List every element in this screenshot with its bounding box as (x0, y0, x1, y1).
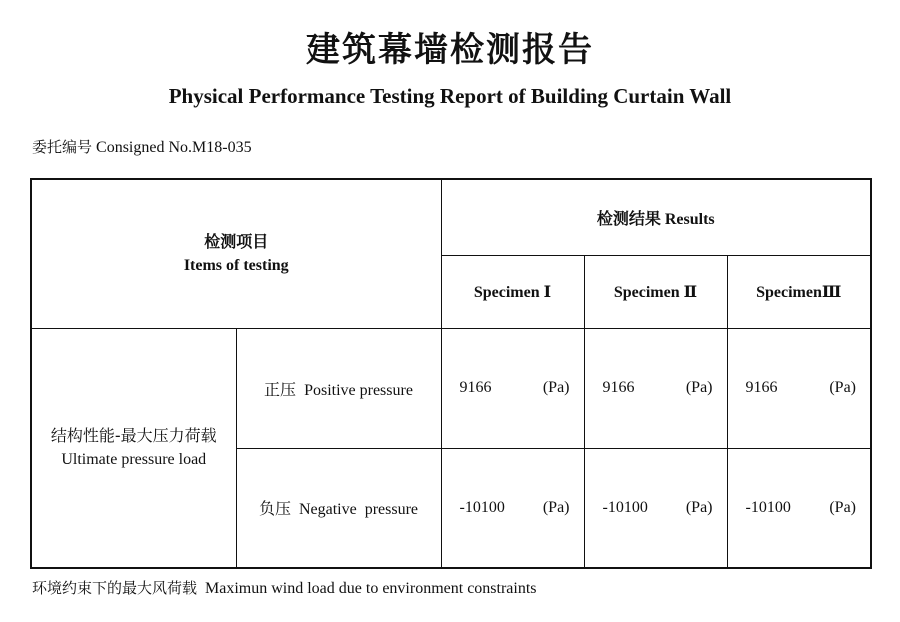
unit: (Pa) (829, 379, 856, 396)
footer-note-english: Maximun wind load due to environment constraints (205, 580, 537, 597)
report-title-english: Physical Performance Testing Report of Building Curtain Wall (168, 84, 732, 108)
consigned-number (32, 136, 252, 157)
results-header-cell (441, 179, 871, 255)
unit: (Pa) (542, 498, 570, 516)
negative-pressure-english: Negative pressure (298, 501, 419, 519)
positive-pressure-english: Positive pressure (304, 381, 413, 399)
negative-pressure-label (236, 448, 441, 568)
unit: (Pa) (685, 379, 713, 396)
positive-pressure-label (236, 328, 441, 448)
positive-pressure-chinese: 正压 (264, 379, 297, 399)
value: 9166 (745, 379, 778, 396)
specimen-1-header: Specimen Ⅰ (441, 255, 584, 328)
table-row (31, 328, 871, 448)
category-english: Ultimate pressure load (61, 450, 207, 468)
unit: (Pa) (829, 498, 856, 516)
negative-specimen-3-cell (727, 448, 871, 568)
category-chinese: 结构性能-最大压力荷载 (50, 425, 217, 445)
value: -10100 (745, 498, 791, 516)
value: 9166 (602, 379, 635, 396)
footer-note-chinese: 环境约束下的最大风荷载 (32, 579, 198, 597)
items-header-cell (31, 179, 441, 328)
consigned-label-chinese: 委托编号 (32, 138, 93, 156)
unit: (Pa) (542, 379, 570, 396)
positive-specimen-1-cell (441, 328, 584, 448)
consigned-label-english: Consigned No.M18-035 (96, 139, 252, 156)
specimen-2-header: Specimen Ⅱ (584, 255, 727, 328)
negative-pressure-chinese: 负压 (258, 499, 291, 519)
items-header-english: Items of testing (183, 256, 289, 274)
value: -10100 (459, 498, 505, 516)
negative-specimen-1-cell (441, 448, 584, 568)
specimen-3-header: SpecimenⅢ (727, 255, 871, 328)
results-header-chinese: 检测结果 (596, 208, 661, 228)
positive-specimen-3-cell (727, 328, 871, 448)
value: 9166 (459, 379, 492, 396)
footer-note (32, 577, 537, 598)
results-header-english: Results (664, 210, 715, 228)
report-title-chinese: 建筑幕墙检测报告 (306, 30, 594, 70)
unit: (Pa) (685, 498, 713, 516)
negative-specimen-2-cell (584, 448, 727, 568)
results-table (30, 178, 872, 569)
category-cell (31, 328, 236, 568)
items-header-chinese: 检测项目 (204, 231, 269, 251)
positive-specimen-2-cell (584, 328, 727, 448)
value: -10100 (602, 498, 648, 516)
